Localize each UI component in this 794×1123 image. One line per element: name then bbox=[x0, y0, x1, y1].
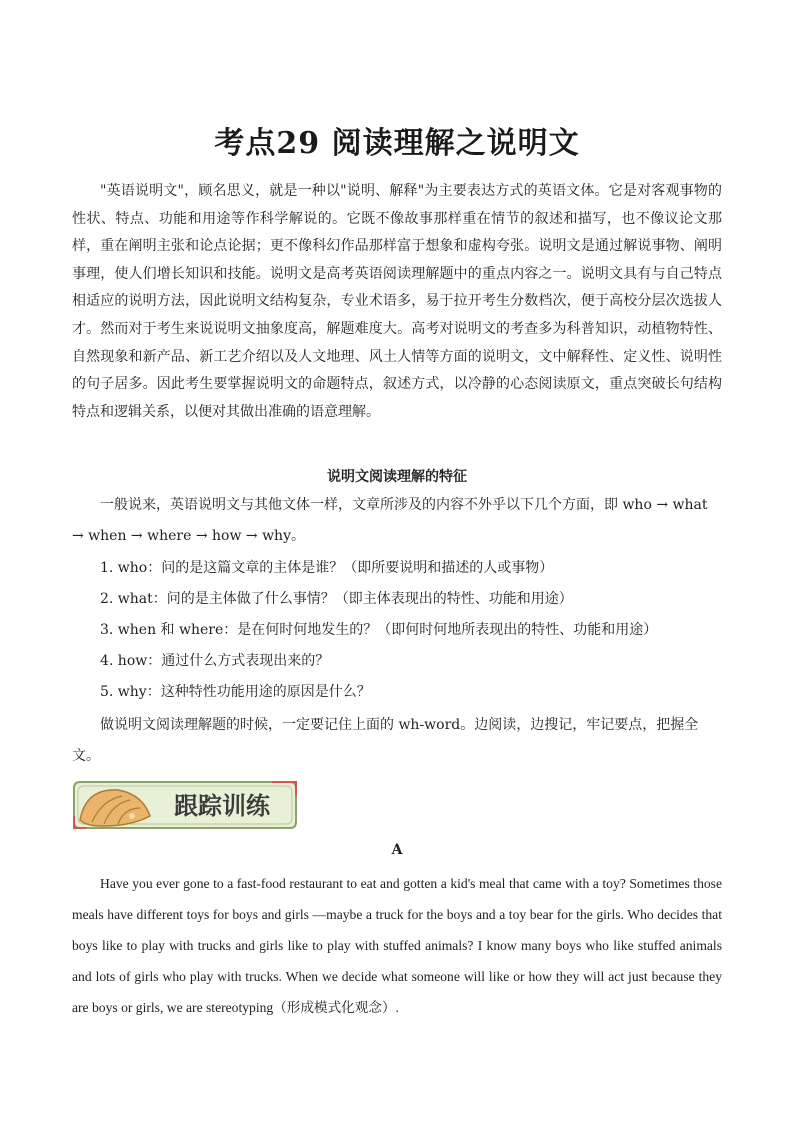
list-item-how: 4. how：通过什么方式表现出来的？ bbox=[100, 653, 330, 669]
list-item-why: 5. why：这种特性功能用途的原因是什么？ bbox=[100, 684, 371, 700]
general-paragraph: 一般说来，英语说明文与其他文体一样，文章所涉及的内容不外乎以下几个方面，即 who → what → when → where → how → why。 bbox=[72, 497, 708, 544]
list-item-who: 1. who：问的是这篇文章的主体是谁？（即所要说明和描述的人或事物） bbox=[100, 560, 554, 576]
banner-frame bbox=[72, 776, 298, 834]
section-subheading: 说明文阅读理解的特征 bbox=[327, 469, 467, 485]
closing-paragraph: 做说明文阅读理解题的时候，一定要记住上面的 wh-word。边阅读，边搜记，牢记要点，把握全文。 bbox=[72, 717, 699, 764]
tracking-training-banner bbox=[72, 776, 298, 834]
passage-paragraph: Have you ever gone to a fast-food restaurant to eat and gotten a kid's meal that came with a toy? Sometimes those meals have different toys for boys and girls —maybe a truck for the boys and a toy bear for the girls. Who decides that boys like to play with trucks and girls like to play with stuffed animals? I know many boys who like stuffed animals and lots of girls who play with trucks. When we decide what someone will like or how they will act just because they are boys or girls, we are stereotyping（形成模式化观念）. bbox=[72, 876, 722, 1015]
section-letter: A bbox=[391, 842, 403, 858]
intro-paragraph: "英语说明文"，顾名思义，就是一种以"说明、解释"为主要表达方式的英语文体。它是对客观事物的性状、特点、功能和用途等作科学解说的。它既不像故事那样重在情节的叙述和描写，也不像议论文那样，重在阐明主张和论点论据；更不像科幻作品那样富于想象和虚构夸张。说明文是通过解说事物、阐明事理，使人们增长知识和技能。说明文是高考英语阅读理解题中的重点内容之一。说明文具有与自己特点相适应的说明方法，因此说明文结构复杂，专业术语多，易于拉开考生分数档次，便于高校分层次选拔人才。然而对于考生来说说明文抽象度高，解题难度大。高考对说明文的考查多为科普知识，动植物特性、自然现象和新产品、新工艺介绍以及人文地理、风土人情等方面的说明文，文中解释性、定义性、说明性的句子居多。因此考生要掌握说明文的命题特点，叙述方式，以冷静的心态阅读原文，重点突破长句结构特点和逻辑关系，以便对其做出准确的语意理解。 bbox=[72, 183, 722, 420]
banner-label: 跟踪训练 bbox=[174, 791, 270, 820]
list-item-when-where: 3. when 和 where：是在何时何地发生的？（即何时何地所表现出的特性、功能和用途） bbox=[100, 622, 658, 638]
page-title: 考点29 阅读理解之说明文 bbox=[214, 126, 580, 161]
list-item-what: 2. what：问的是主体做了什么事情？（即主体表现出的特性、功能和用途） bbox=[100, 591, 573, 607]
